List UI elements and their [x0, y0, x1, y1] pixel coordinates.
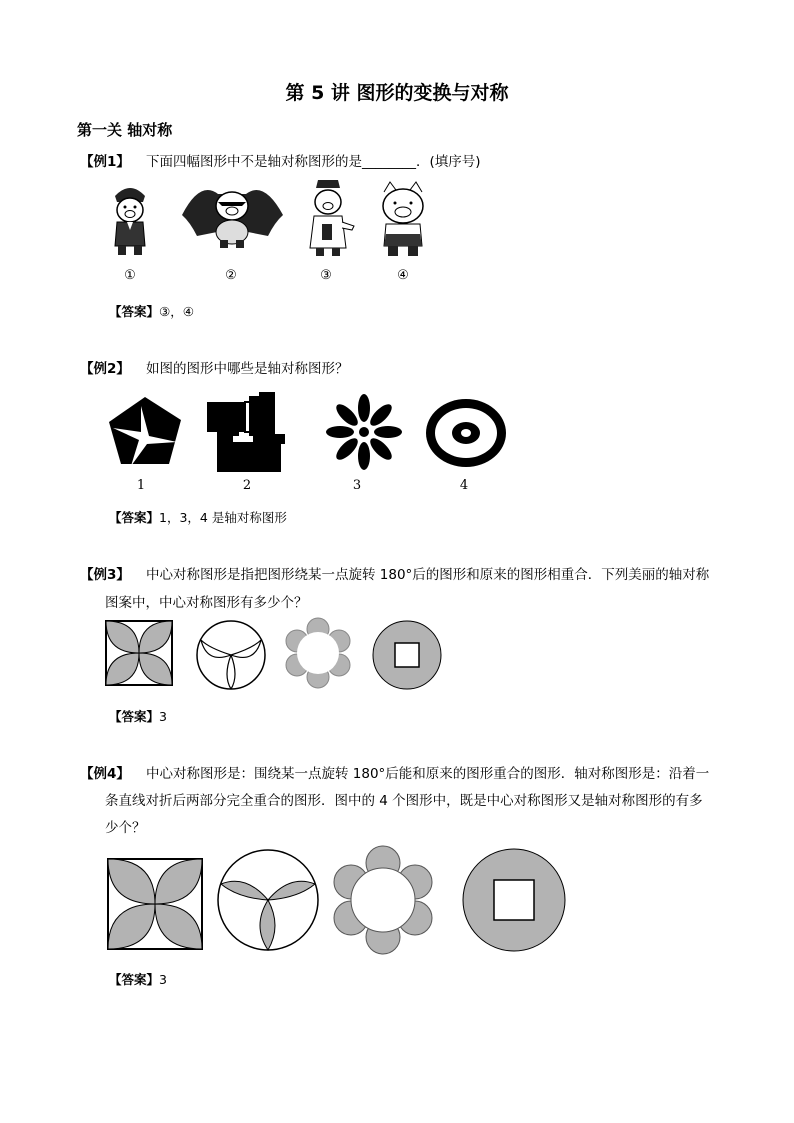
example-1-answer — [109, 302, 194, 320]
answer-tag: 【答案】 — [109, 510, 160, 525]
answer-text: 3 — [159, 709, 167, 724]
example-3-label: 【例3】 — [80, 567, 130, 583]
star-pentagon-figure — [105, 392, 185, 472]
example-1-question: 下面四幅图形中不是轴对称图形的是________．(填序号) — [146, 154, 481, 170]
answer-text: 3 — [159, 972, 167, 987]
figure-number: ② — [225, 268, 237, 283]
section-heading: 第一关 轴对称 — [77, 121, 173, 139]
example-2-question: 如图的图形中哪些是轴对称图形？ — [146, 361, 349, 377]
figure-number: 3 — [352, 478, 362, 493]
pig-official-figure — [302, 178, 354, 260]
figure-number: ④ — [397, 268, 409, 283]
answer-tag: 【答案】 — [109, 709, 160, 724]
square-petals-figure-large — [107, 858, 203, 950]
answer-tag: 【答案】 — [109, 972, 160, 987]
answer-text: ③，④ — [159, 304, 194, 319]
page-title: 第 5 讲 图形的变换与对称 — [285, 82, 509, 104]
figure-number: 2 — [242, 478, 252, 493]
example-3-line-2: 图案中，中心对称图形有多少个？ — [105, 595, 308, 611]
figure-number: 4 — [459, 478, 469, 493]
example-3-line-1: 中心对称图形是指把图形绕某一点旋转 180°后的图形和原来的图形相重合．下列美丽的轴对称 — [146, 567, 710, 583]
example-4-line-2: 条直线对折后两部分完全重合的图形．图中的 4 个图形中，既是中心对称图形又是轴对称图形的有多 — [105, 793, 703, 809]
pig-police-figure — [105, 180, 155, 260]
flower-star-figure — [320, 392, 408, 472]
flower-six-petals-figure-large — [332, 845, 434, 955]
target-ring-figure — [426, 395, 510, 475]
example-2-answer — [109, 508, 287, 526]
example-3-answer — [109, 707, 167, 725]
figure-number: ① — [124, 268, 136, 283]
square-petals-figure — [105, 620, 173, 686]
interlocked-blocks-figure — [205, 392, 290, 476]
coin-square-hole-figure-large — [462, 848, 566, 952]
pig-bat-figure — [180, 180, 285, 250]
example-2-label: 【例2】 — [80, 361, 130, 377]
example-4-answer — [109, 970, 167, 988]
circle-three-petals-figure — [195, 620, 267, 690]
example-4-label: 【例4】 — [80, 766, 130, 782]
example-4-line-1: 中心对称图形是：围绕某一点旋转 180°后能和原来的图形重合的图形．轴对称图形是：沿着一 — [146, 766, 710, 782]
circle-three-petals-figure-large — [216, 848, 320, 952]
answer-tag: 【答案】 — [109, 304, 160, 319]
flower-six-petals-figure — [283, 618, 353, 688]
example-4-line-3: 少个？ — [105, 820, 146, 836]
example-1-label: 【例1】 — [80, 154, 130, 170]
figure-number: 1 — [136, 478, 146, 493]
pig-plain-figure — [372, 180, 434, 262]
coin-square-hole-figure — [372, 620, 442, 690]
figure-number: ③ — [320, 268, 332, 283]
answer-text: 1，3，4 是轴对称图形 — [159, 510, 287, 525]
